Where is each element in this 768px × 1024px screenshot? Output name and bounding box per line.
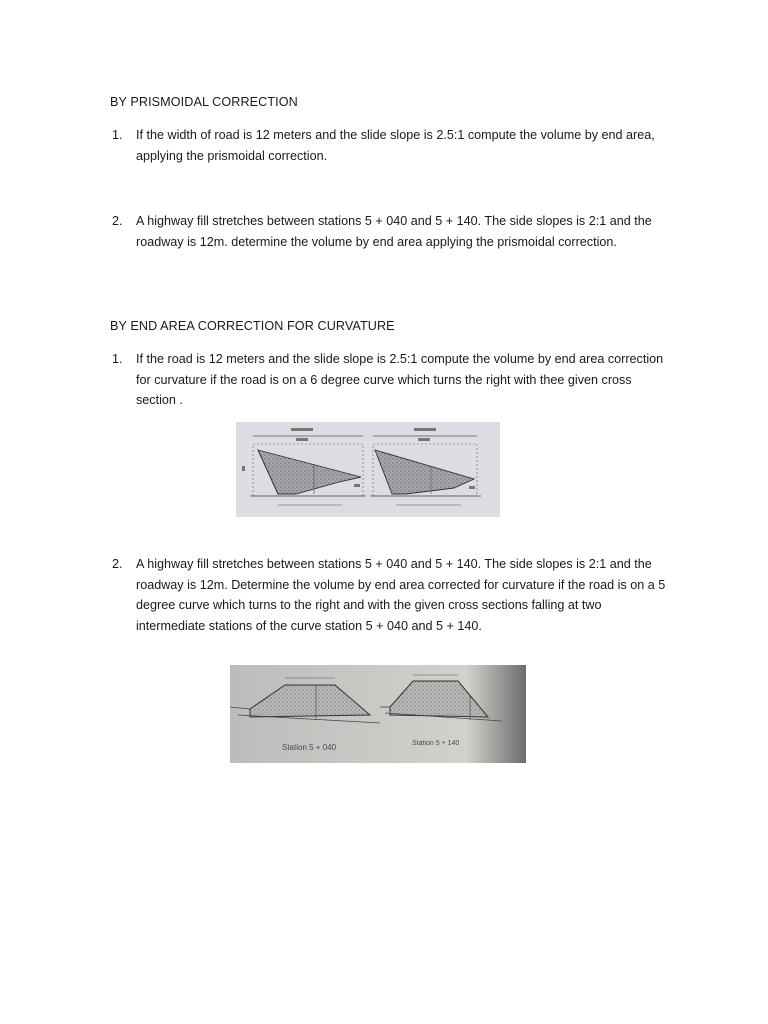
problem-1-prismoidal	[112, 125, 672, 166]
section-heading-curvature: BY END AREA CORRECTION FOR CURVATURE	[110, 319, 395, 333]
list-number: 1.	[112, 128, 123, 142]
section-heading-prismoidal: BY PRISMOIDAL CORRECTION	[110, 95, 298, 109]
problem-2-prismoidal	[112, 211, 672, 252]
problem-1-curvature	[112, 349, 672, 411]
list-number: 2.	[112, 214, 123, 228]
cross-section-figure-2	[230, 665, 526, 763]
problem-text: If the road is 12 meters and the slide slope is 2.5:1 compute the volume by end area correction for curvature if the road is on a 6 degree curve which turns the right with thee given cross section .	[136, 352, 664, 407]
list-number: 2.	[112, 557, 123, 571]
problem-text: A highway fill stretches between stations 5 + 040 and 5 + 140. The side slopes is 2:1 and the roadway is 12m. Determine the volume by end area corrected for curvature if the road is on a 5 degree curve which turns to the right and with the given cross sections falling at two intermediate stations of the curve station 5 + 040 and 5 + 140.	[136, 557, 666, 633]
list-number: 1.	[112, 352, 123, 366]
problem-text: If the width of road is 12 meters and the slide slope is 2.5:1 compute the volume by end area, applying the prismoidal correction.	[136, 128, 655, 163]
problem-text: A highway fill stretches between stations 5 + 040 and 5 + 140. The side slopes is 2:1 and the roadway is 12m. determine the volume by end area applying the prismoidal correction.	[136, 214, 652, 249]
left-station-caption: Station 5 + 040	[282, 743, 337, 752]
right-station-caption: Station 5 + 140	[412, 740, 460, 747]
cross-section-figure-1	[236, 422, 500, 517]
problem-2-curvature	[112, 554, 672, 636]
